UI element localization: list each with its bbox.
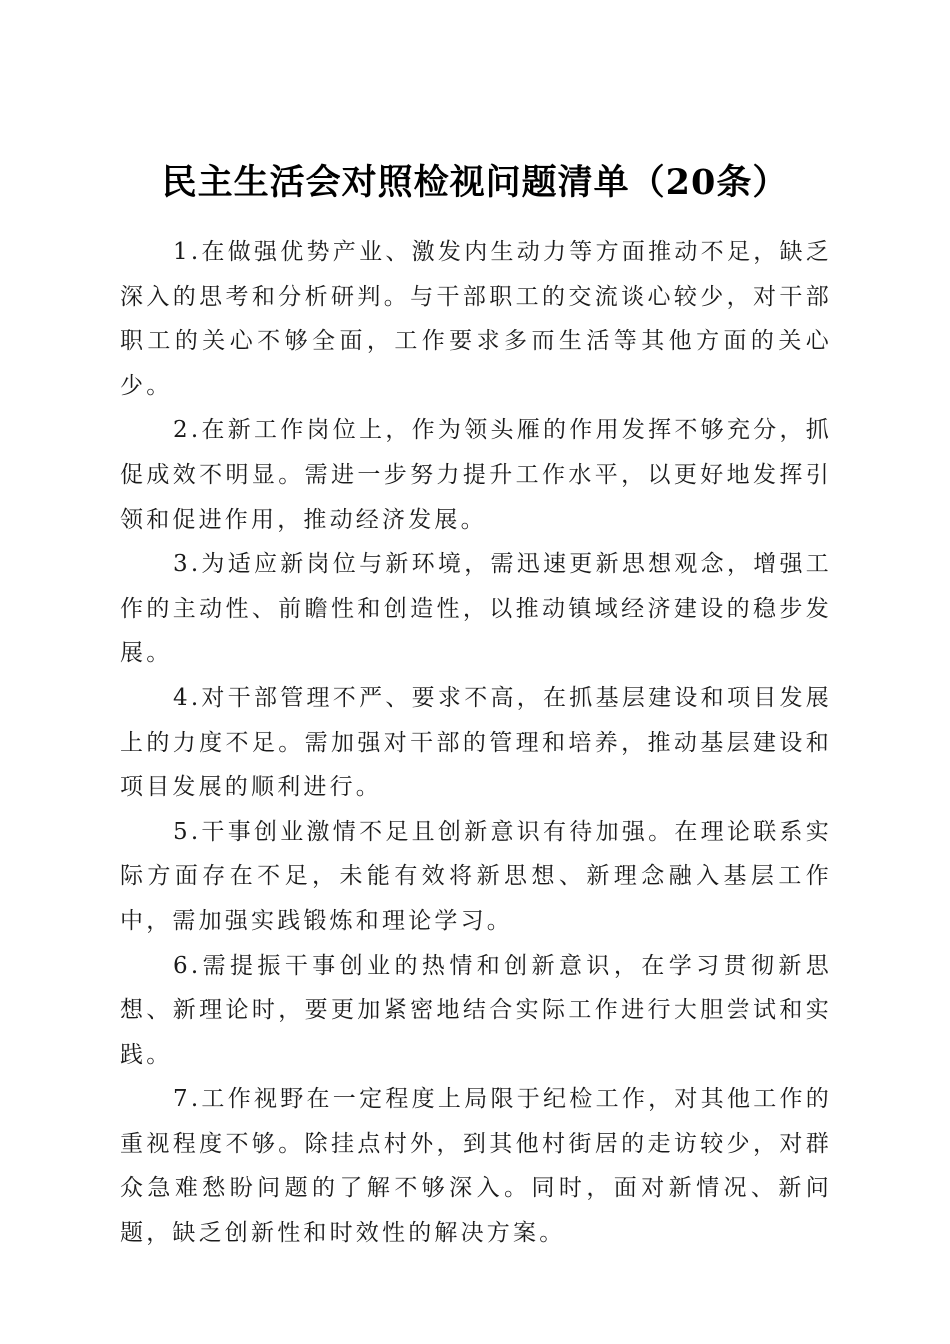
issue-item-7: 7.工作视野在一定程度上局限于纪检工作，对其他工作的重视程度不够。除挂点村外，到其他村街居的走访较少，对群众急难愁盼问题的了解不够深入。同时，面对新情况、新问题，缺乏创新性和时效性的解决方案。 <box>120 1086 832 1247</box>
issue-item-4: 4.对干部管理不严、要求不高，在抓基层建设和项目发展上的力度不足。需加强对干部的管理和培养，推动基层建设和项目发展的顺利进行。 <box>120 684 832 801</box>
issue-item-5: 5.干事创业激情不足且创新意识有待加强。在理论联系实际方面存在不足，未能有效将新思想、新理念融入基层工作中，需加强实践锻炼和理论学习。 <box>120 818 832 934</box>
document-body <box>120 230 832 1256</box>
issue-item-1: 1.在做强优势产业、激发内生动力等方面推动不足，缺乏深入的思考和分析研判。与干部职工的交流谈心较少，对干部职工的关心不够全面，工作要求多而生活等其他方面的关心少。 <box>120 239 832 399</box>
issue-item-6: 6.需提振干事创业的热情和创新意识，在学习贯彻新思想、新理论时，要更加紧密地结合实际工作进行大胆尝试和实践。 <box>120 952 832 1068</box>
issue-item-3: 3.为适应新岗位与新环境，需迅速更新思想观念，增强工作的主动性、前瞻性和创造性，以推动镇域经济建设的稳步发展。 <box>120 551 832 667</box>
issue-item-2: 2.在新工作岗位上，作为领头雁的作用发挥不够充分，抓促成效不明显。需进一步努力提升工作水平，以更好地发挥引领和促进作用，推动经济发展。 <box>120 417 832 533</box>
document-title: 民主生活会对照检视问题清单（20条） <box>161 162 789 204</box>
